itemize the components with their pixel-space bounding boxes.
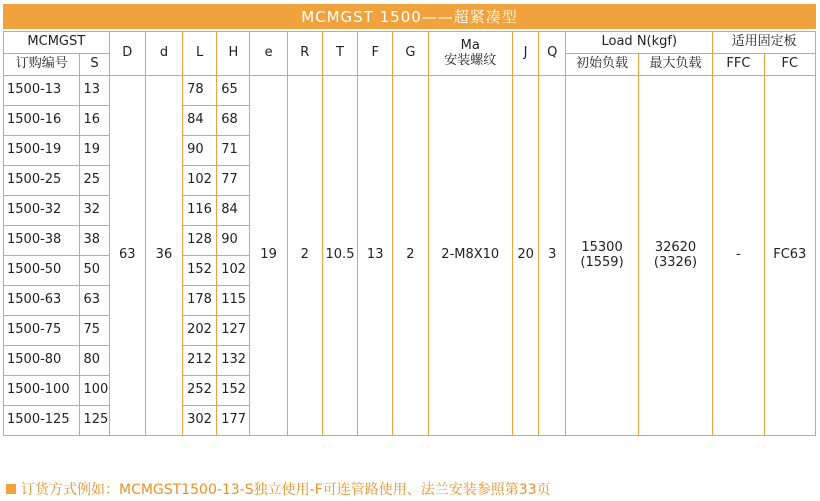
cell-model: 1500-13 [4, 76, 80, 106]
order-example-text: 订货方式例如：MCMGST1500-13-S独立使用-F可连管路使用、法兰安装参照第33页 [21, 482, 551, 498]
cell-model: 1500-63 [4, 286, 80, 316]
cell-H: 132 [217, 346, 250, 376]
header-plate: 适用固定板 [713, 32, 816, 54]
cell-load-max: 32620 (3326) [638, 76, 712, 436]
cell-L: 178 [183, 286, 217, 316]
cell-R: 2 [287, 76, 322, 436]
cell-S: 63 [80, 286, 109, 316]
header-FC: FC [764, 54, 815, 76]
cell-H: 102 [217, 256, 250, 286]
cell-d: 36 [145, 76, 182, 436]
header-load-initial: 初始负载 [566, 54, 638, 76]
cell-S: 38 [80, 226, 109, 256]
cell-S: 13 [80, 76, 109, 106]
cell-model: 1500-125 [4, 406, 80, 436]
table-title: MCMGST 1500——超紧凑型 [3, 4, 816, 29]
cell-L: 102 [183, 166, 217, 196]
cell-S: 100 [80, 376, 109, 406]
cell-L: 128 [183, 226, 217, 256]
header-load-max: 最大负载 [638, 54, 712, 76]
cell-S: 25 [80, 166, 109, 196]
cell-H: 84 [217, 196, 250, 226]
cell-L: 90 [183, 136, 217, 166]
cell-model: 1500-50 [4, 256, 80, 286]
cell-e: 19 [250, 76, 287, 436]
header-Ma [428, 32, 513, 76]
header-model-group: MCMGST [4, 32, 110, 54]
cell-model: 1500-38 [4, 226, 80, 256]
cell-model: 1500-75 [4, 316, 80, 346]
cell-L: 252 [183, 376, 217, 406]
header-d: d [145, 32, 182, 76]
cell-model: 1500-80 [4, 346, 80, 376]
cell-model: 1500-19 [4, 136, 80, 166]
header-S: S [80, 54, 109, 76]
header-J: J [513, 32, 539, 76]
cell-H: 68 [217, 106, 250, 136]
header-F: F [358, 32, 393, 76]
cell-Q: 3 [539, 76, 566, 436]
cell-L: 212 [183, 346, 217, 376]
cell-S: 50 [80, 256, 109, 286]
cell-load-initial: 15300 (1559) [566, 76, 638, 436]
cell-F: 13 [358, 76, 393, 436]
cell-H: 77 [217, 166, 250, 196]
cell-L: 152 [183, 256, 217, 286]
header-H: H [217, 32, 250, 76]
header-L: L [183, 32, 217, 76]
cell-L: 202 [183, 316, 217, 346]
cell-model: 1500-16 [4, 106, 80, 136]
cell-S: 125 [80, 406, 109, 436]
cell-T: 10.5 [322, 76, 357, 436]
cell-H: 71 [217, 136, 250, 166]
cell-G: 2 [393, 76, 428, 436]
cell-H: 115 [217, 286, 250, 316]
header-FFC: FFC [713, 54, 764, 76]
spec-table [3, 31, 816, 436]
cell-L: 302 [183, 406, 217, 436]
header-T: T [322, 32, 357, 76]
header-Ma-line2: 安装螺纹 [444, 52, 497, 68]
header-D: D [109, 32, 145, 76]
cell-S: 32 [80, 196, 109, 226]
cell-S: 75 [80, 316, 109, 346]
cell-S: 16 [80, 106, 109, 136]
cell-model: 1500-32 [4, 196, 80, 226]
cell-D: 63 [109, 76, 145, 436]
cell-S: 80 [80, 346, 109, 376]
cell-H: 65 [217, 76, 250, 106]
header-load: Load N(kgf) [566, 32, 713, 54]
cell-H: 127 [217, 316, 250, 346]
cell-L: 78 [183, 76, 217, 106]
header-G: G [393, 32, 428, 76]
header-e: e [250, 32, 287, 76]
header-Q: Q [539, 32, 566, 76]
cell-H: 177 [217, 406, 250, 436]
table-row [4, 76, 816, 106]
cell-H: 152 [217, 376, 250, 406]
cell-J: 20 [513, 76, 539, 436]
cell-model: 1500-100 [4, 376, 80, 406]
cell-H: 90 [217, 226, 250, 256]
bullet-square-icon [6, 484, 16, 494]
cell-L: 116 [183, 196, 217, 226]
cell-FC: FC63 [764, 76, 815, 436]
header-order-code: 订购编号 [4, 54, 80, 76]
header-Ma-line1: Ma [460, 37, 480, 53]
cell-FFC: - [713, 76, 764, 436]
header-R: R [287, 32, 322, 76]
cell-Ma: 2-M8X10 [428, 76, 513, 436]
order-example-note [6, 479, 551, 499]
cell-model: 1500-25 [4, 166, 80, 196]
cell-S: 19 [80, 136, 109, 166]
cell-L: 84 [183, 106, 217, 136]
